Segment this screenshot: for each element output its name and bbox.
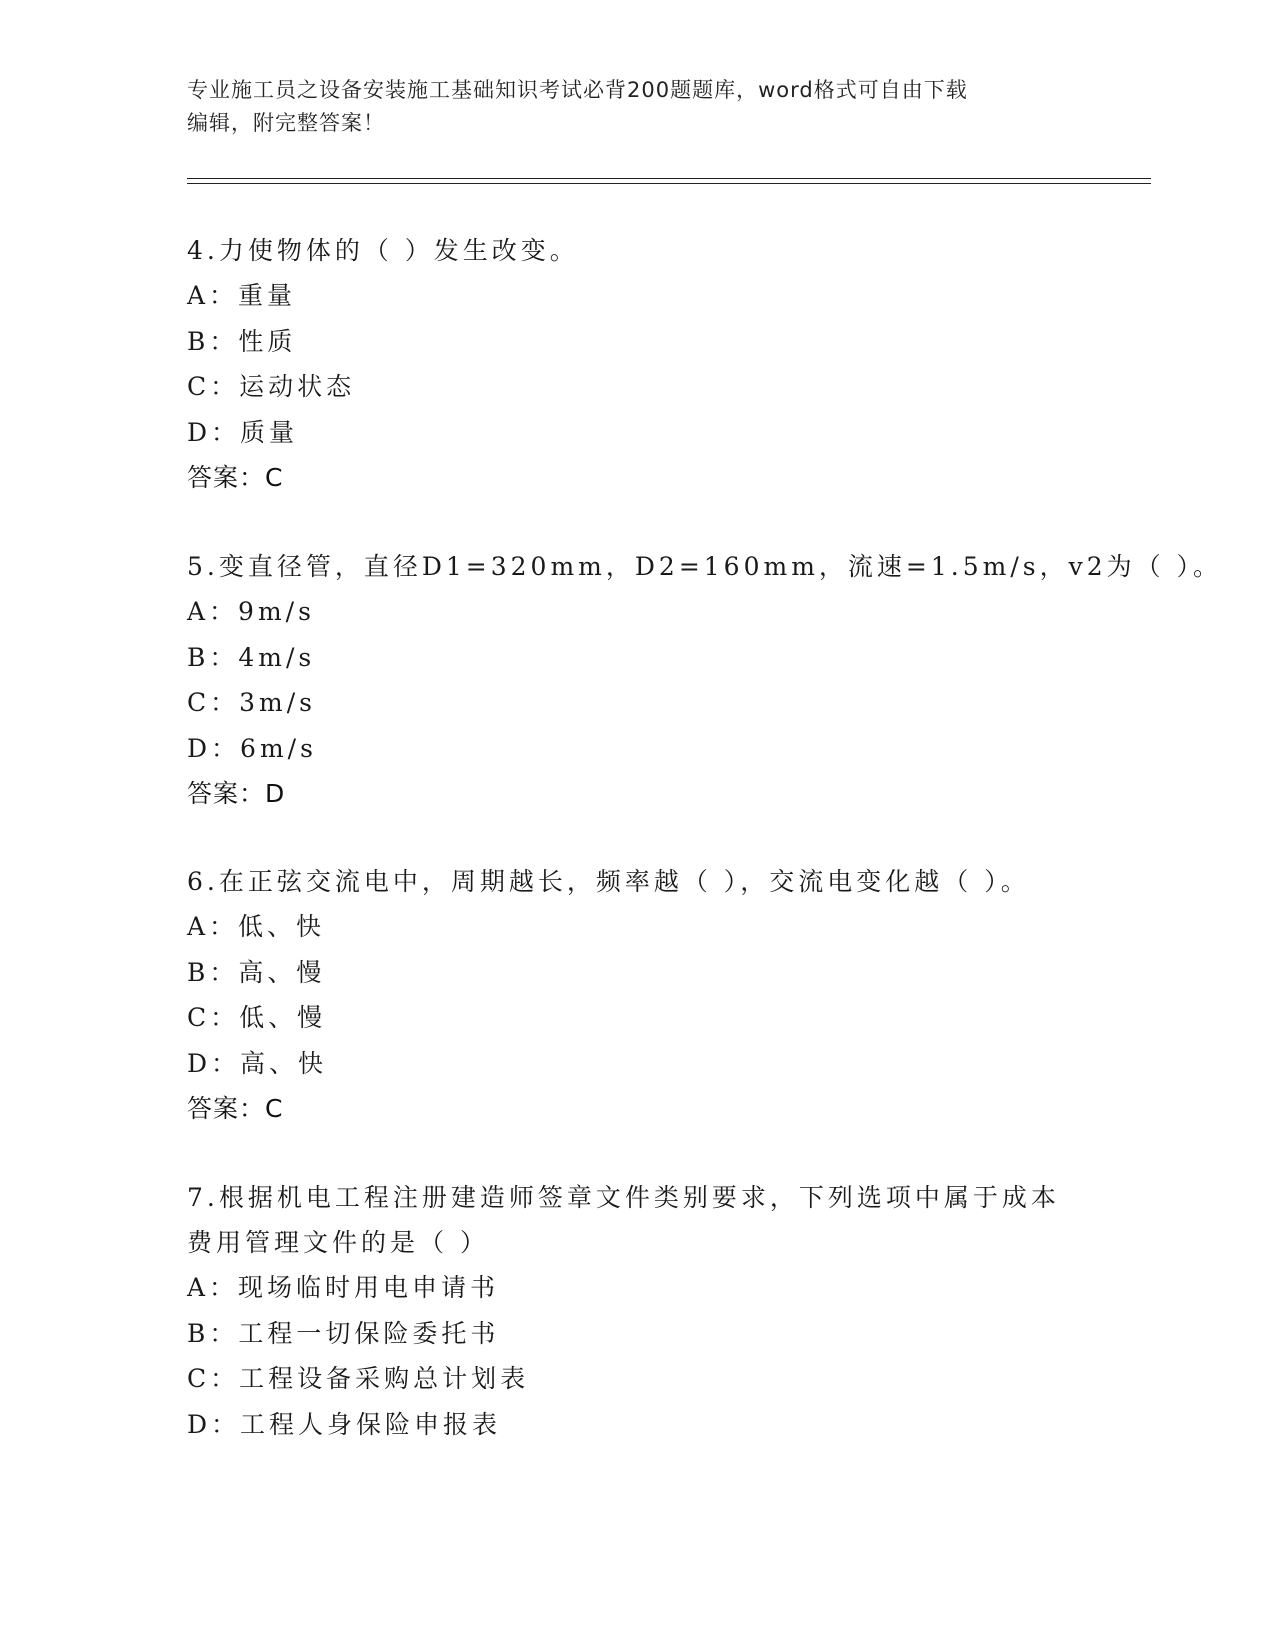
option-d: D：高、快 xyxy=(187,1048,328,1078)
header-divider-bottom xyxy=(187,183,1151,184)
header-title-line-1: 专业施工员之设备安装施工基础知识考试必背200题题库，word格式可自由下载 xyxy=(187,78,968,102)
option-c: C：工程设备采购总计划表 xyxy=(187,1364,530,1393)
document-header xyxy=(187,74,1087,140)
question-5 xyxy=(187,544,1223,816)
question-stem: 4.力使物体的（ ）发生改变。 xyxy=(187,236,579,265)
question-stem-line-2: 费用管理文件的是（ ） xyxy=(187,1228,489,1257)
option-a: A：低、快 xyxy=(187,912,326,941)
option-a: A：9m/s xyxy=(187,597,315,626)
question-4 xyxy=(187,228,1087,500)
question-stem: 6.在正弦交流电中，周期越长，频率越（ ），交流电变化越（ ）。 xyxy=(187,867,1030,896)
question-stem-line-1: 7.根据机电工程注册建造师签章文件类别要求，下列选项中属于成本 xyxy=(187,1183,1060,1212)
option-b: B：4m/s xyxy=(187,642,316,672)
option-d: D：工程人身保险申报表 xyxy=(187,1409,502,1439)
answer: 答案：C xyxy=(187,1094,284,1123)
question-7 xyxy=(187,1175,1087,1447)
header-divider-top xyxy=(187,178,1151,179)
option-d: D：6m/s xyxy=(187,733,317,763)
option-d: D：质量 xyxy=(187,417,299,447)
question-6 xyxy=(187,859,1087,1131)
option-c: C：低、慢 xyxy=(187,1003,327,1032)
question-stem: 5.变直径管，直径D1=320mm，D2=160mm，流速=1.5m/s，v2为（ ）。 xyxy=(187,552,1223,581)
option-a: A：现场临时用电申请书 xyxy=(187,1273,500,1302)
option-c: C：运动状态 xyxy=(187,372,356,401)
option-c: C：3m/s xyxy=(187,688,316,717)
option-b: B：工程一切保险委托书 xyxy=(187,1318,500,1348)
answer: 答案：D xyxy=(187,779,286,808)
answer: 答案：C xyxy=(187,463,284,492)
option-b: B：性质 xyxy=(187,326,297,356)
option-b: B：高、慢 xyxy=(187,957,326,987)
header-title-line-2: 编辑，附完整答案！ xyxy=(187,111,385,135)
option-a: A：重量 xyxy=(187,281,297,310)
